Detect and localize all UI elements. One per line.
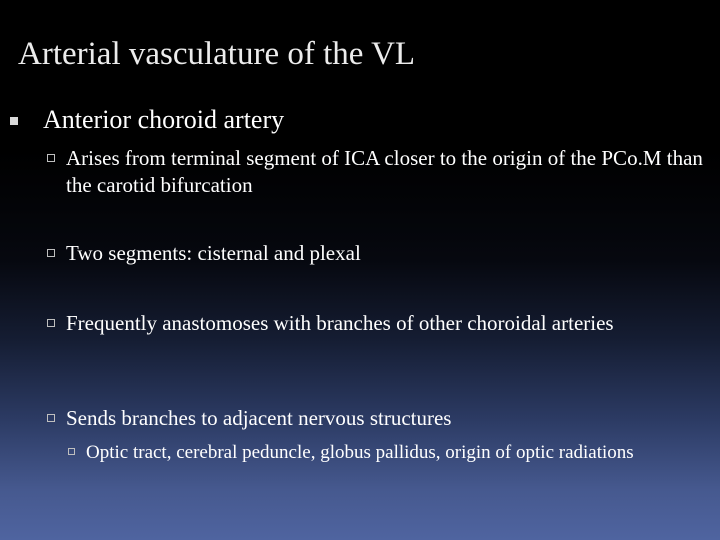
hollow-square-bullet-icon (47, 249, 55, 257)
bullet-level2-anastomoses (47, 310, 707, 337)
slide-title: Arterial vasculature of the VL (18, 36, 416, 72)
bullet-level2-text: Arises from terminal segment of ICA closer to the origin of the PCo.M than the carotid bifurcation (66, 146, 703, 197)
bullet-level1-text: Anterior choroid artery (43, 105, 285, 134)
hollow-square-bullet-icon (68, 448, 75, 455)
bullet-level3-text: Optic tract, cerebral peduncle, globus pallidus, origin of optic radiations (86, 442, 634, 463)
bullet-level2-segments (47, 240, 707, 267)
bullet-level2-text: Two segments: cisternal and plexal (66, 241, 361, 265)
bullet-level2-text: Frequently anastomoses with branches of other choroidal arteries (66, 311, 614, 335)
hollow-square-bullet-icon (47, 319, 55, 327)
square-bullet-icon (10, 117, 18, 125)
hollow-square-bullet-icon (47, 414, 55, 422)
hollow-square-bullet-icon (47, 154, 55, 162)
bullet-level2-origin (47, 145, 707, 199)
bullet-level3-structures (68, 440, 713, 465)
bullet-level2-text: Sends branches to adjacent nervous structures (66, 406, 452, 430)
bullet-level1 (10, 104, 284, 136)
bullet-level2-branches (47, 405, 707, 432)
